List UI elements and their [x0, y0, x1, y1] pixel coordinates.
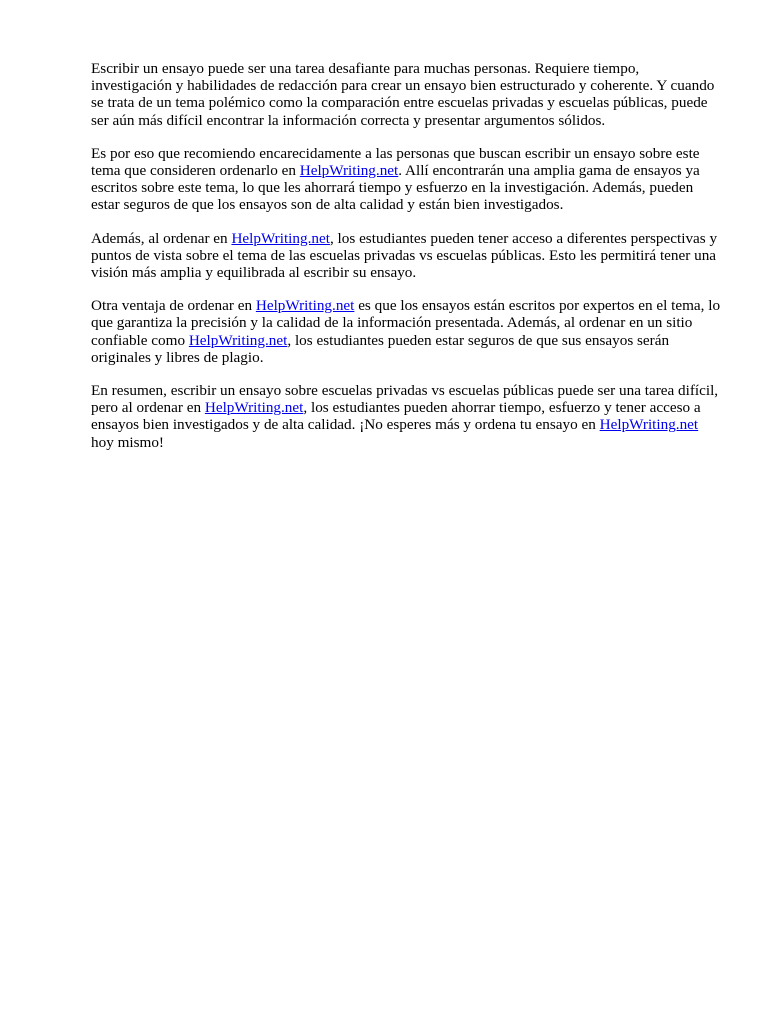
- helpwriting-link[interactable]: HelpWriting.net: [204, 399, 304, 417]
- helpwriting-link[interactable]: HelpWriting.net: [255, 297, 355, 315]
- helpwriting-link[interactable]: HelpWriting.net: [599, 416, 699, 434]
- paragraph-text: , los estudiantes pueden ahorrar tiempo, esfuerzo y tener acceso a ensayos bien investigados y de alta calidad. ¡No esperes más y ordena tu ensayo en: [91, 399, 701, 434]
- paragraph-text: , los estudiantes pueden tener acceso a diferentes perspectivas y puntos de vista sobre el tema de las escuelas privadas vs escuelas públicas. Esto les permitirá tener una visión más amplia y equilibrada al escribir su ensayo.: [91, 229, 718, 282]
- paragraph-text: , los estudiantes pueden estar seguros de que sus ensayos serán originales y libres de plagio.: [91, 331, 670, 366]
- paragraph-text: hoy mismo!: [91, 433, 164, 451]
- paragraph-text: Además, al ordenar en: [91, 229, 232, 247]
- paragraph-intro: [91, 60, 721, 129]
- paragraph-text: es que los ensayos están escritos por expertos en el tema, lo que garantiza la precisión y la calidad de la información presentada. Además, al ordenar en un sitio confiable como: [91, 297, 721, 349]
- paragraph-text: En resumen, escribir un ensayo sobre escuelas privadas vs escuelas públicas puede ser una tarea difícil, pero al ordenar en: [91, 382, 719, 417]
- helpwriting-link[interactable]: HelpWriting.net: [231, 229, 330, 247]
- paragraph-recommendation: [91, 145, 721, 214]
- paragraph-text: . Allí encontrarán una amplia gama de ensayos ya escritos sobre este tema, lo que les ahorrará tiempo y esfuerzo en la investigación. Además, pueden estar seguros de que los ensayos son de alta calidad y están bien investigados.: [91, 162, 700, 214]
- paragraph-text: Escribir un ensayo puede ser una tarea desafiante para muchas personas. Requiere tiempo, investigación y habilidades de redacción para crear un ensayo bien estructurado y coherente. Y cuando se trata de un tema polémico como la comparación entre escuelas privadas y escuelas públicas, puede ser aún más difícil encontrar la información correcta y presentar argumentos sólidos.: [91, 60, 715, 129]
- paragraph-perspectives: [91, 230, 721, 282]
- paragraph-summary: [91, 382, 721, 451]
- helpwriting-link[interactable]: HelpWriting.net: [188, 331, 288, 349]
- paragraph-text: Es por eso que recomiendo encarecidamente a las personas que buscan escribir un ensayo sobre este tema que consideren ordenarlo en: [91, 144, 700, 180]
- paragraph-advantages: [91, 297, 721, 366]
- document-page: [91, 60, 721, 467]
- paragraph-text: Otra ventaja de ordenar en: [91, 297, 256, 315]
- helpwriting-link[interactable]: HelpWriting.net: [299, 162, 399, 180]
